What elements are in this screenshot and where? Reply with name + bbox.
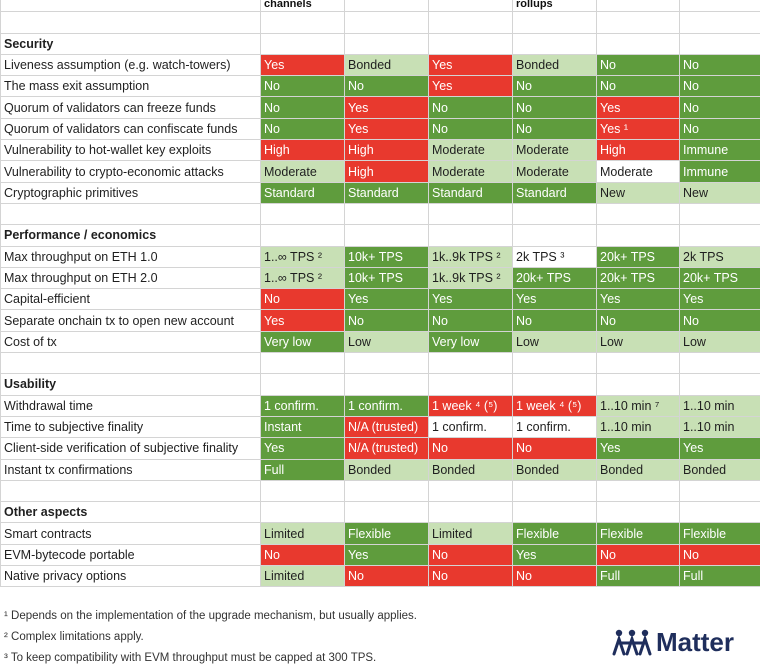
empty-cell [680, 12, 760, 33]
value-cell: 20k+ TPS [597, 246, 680, 267]
empty-cell [345, 12, 429, 33]
table-row [1, 416, 760, 437]
value-cell: No [429, 118, 513, 139]
empty-cell [597, 225, 680, 246]
table-section-row [1, 374, 760, 395]
empty-cell [597, 33, 680, 54]
row-label: Liveness assumption (e.g. watch-towers) [1, 54, 261, 75]
value-cell: 1 confirm. [261, 395, 345, 416]
table-row [1, 246, 760, 267]
value-cell: Yes [345, 289, 429, 310]
value-cell: Yes [429, 76, 513, 97]
value-cell: 1..10 min [680, 395, 760, 416]
value-cell: 1..∞ TPS ² [261, 246, 345, 267]
table-row [1, 438, 760, 459]
row-label: Time to subjective finality [1, 416, 261, 437]
section-heading: Usability [1, 374, 261, 395]
empty-cell [261, 33, 345, 54]
value-cell: No [680, 544, 760, 565]
empty-cell [1, 203, 261, 224]
value-cell: No [261, 118, 345, 139]
value-cell: Moderate [261, 161, 345, 182]
empty-cell [429, 33, 513, 54]
value-cell: 1k..9k TPS ² [429, 246, 513, 267]
value-cell: Full [261, 459, 345, 480]
table-row [1, 395, 760, 416]
empty-cell [261, 353, 345, 374]
row-label: Cryptographic primitives [1, 182, 261, 203]
value-cell: Low [345, 331, 429, 352]
value-cell: Moderate [429, 140, 513, 161]
value-cell: Bonded [680, 459, 760, 480]
empty-cell [429, 374, 513, 395]
empty-cell [429, 12, 513, 33]
empty-cell [345, 33, 429, 54]
row-label: Quorum of validators can freeze funds [1, 97, 261, 118]
value-cell: No [680, 54, 760, 75]
empty-cell [513, 33, 597, 54]
value-cell: Moderate [513, 140, 597, 161]
value-cell: Yes [513, 544, 597, 565]
value-cell: No [513, 566, 597, 587]
table-row [1, 267, 760, 288]
value-cell: No [680, 97, 760, 118]
empty-cell [597, 502, 680, 523]
value-cell: Very low [261, 331, 345, 352]
value-cell: 1k..9k TPS ² [429, 267, 513, 288]
value-cell: No [513, 97, 597, 118]
empty-cell [345, 480, 429, 501]
logo-text: Matter [656, 628, 734, 656]
value-cell: Yes [513, 289, 597, 310]
footnotes [4, 606, 417, 669]
value-cell: No [345, 310, 429, 331]
value-cell: No [429, 97, 513, 118]
comparison-table-body [1, 0, 760, 587]
row-label: Quorum of validators can confiscate funds [1, 118, 261, 139]
value-cell: Immune [680, 161, 760, 182]
value-cell: Yes [680, 438, 760, 459]
value-cell: No [513, 118, 597, 139]
value-cell: No [597, 544, 680, 565]
value-cell: High [345, 140, 429, 161]
empty-cell [513, 225, 597, 246]
value-cell: No [597, 54, 680, 75]
row-label: Native privacy options [1, 566, 261, 587]
table-row [1, 161, 760, 182]
value-cell: 1 confirm. [345, 395, 429, 416]
value-cell: Yes [597, 289, 680, 310]
value-cell: No [513, 310, 597, 331]
empty-cell [513, 480, 597, 501]
footnote: ¹ Depends on the implementation of the upgrade mechanism, but usually applies. [4, 606, 417, 627]
empty-cell [680, 374, 760, 395]
empty-cell [597, 12, 680, 33]
table-row [1, 331, 760, 352]
empty-cell [1, 12, 261, 33]
empty-cell [513, 12, 597, 33]
value-cell: Limited [261, 523, 345, 544]
empty-cell [429, 480, 513, 501]
value-cell: No [345, 566, 429, 587]
value-cell: No [680, 118, 760, 139]
table-row [1, 76, 760, 97]
value-cell: Yes [597, 438, 680, 459]
row-label: Withdrawal time [1, 395, 261, 416]
value-cell: Bonded [597, 459, 680, 480]
value-cell: Yes [345, 118, 429, 139]
value-cell: 1 confirm. [429, 416, 513, 437]
empty-cell [597, 480, 680, 501]
value-cell: No [429, 310, 513, 331]
value-cell: Yes ¹ [597, 118, 680, 139]
row-label: Vulnerability to crypto-economic attacks [1, 161, 261, 182]
section-heading: Performance / economics [1, 225, 261, 246]
value-cell: Moderate [513, 161, 597, 182]
value-cell: Bonded [345, 54, 429, 75]
empty-cell [429, 203, 513, 224]
value-cell: Full [680, 566, 760, 587]
row-label: Max throughput on ETH 2.0 [1, 267, 261, 288]
value-cell: 1 week ⁴ (⁵) [513, 395, 597, 416]
value-cell: 20k+ TPS [680, 267, 760, 288]
table-section-row [1, 225, 760, 246]
empty-cell [597, 203, 680, 224]
empty-cell [680, 353, 760, 374]
value-cell: Limited [261, 566, 345, 587]
row-label: EVM-bytecode portable [1, 544, 261, 565]
table-row [1, 289, 760, 310]
empty-cell [513, 502, 597, 523]
value-cell: Low [597, 331, 680, 352]
value-cell: 10k+ TPS [345, 246, 429, 267]
value-cell: Limited [429, 523, 513, 544]
row-label: Max throughput on ETH 1.0 [1, 246, 261, 267]
footnote: ³ To keep compatibility with EVM throughput must be capped at 300 TPS. [4, 648, 417, 669]
table-section-row [1, 502, 760, 523]
value-cell: Flexible [513, 523, 597, 544]
value-cell: No [261, 544, 345, 565]
empty-cell [1, 353, 261, 374]
table-row [1, 54, 760, 75]
empty-cell [345, 353, 429, 374]
value-cell: No [513, 438, 597, 459]
row-label: Instant tx confirmations [1, 459, 261, 480]
value-cell: Low [513, 331, 597, 352]
matter-logo [612, 628, 734, 656]
section-heading: Other aspects [1, 502, 261, 523]
value-cell: Moderate [429, 161, 513, 182]
table-row [1, 118, 760, 139]
value-cell: New [597, 182, 680, 203]
value-cell: 1..10 min [680, 416, 760, 437]
value-cell: 1..10 min [597, 416, 680, 437]
empty-cell [345, 225, 429, 246]
value-cell: Standard [345, 182, 429, 203]
value-cell: No [513, 76, 597, 97]
empty-cell [513, 353, 597, 374]
value-cell: Moderate [597, 161, 680, 182]
empty-cell [429, 353, 513, 374]
value-cell: 20k+ TPS [597, 267, 680, 288]
empty-cell [429, 502, 513, 523]
empty-cell [261, 203, 345, 224]
empty-cell [345, 203, 429, 224]
value-cell: Yes [261, 438, 345, 459]
row-label: Vulnerability to hot-wallet key exploits [1, 140, 261, 161]
value-cell: Full [597, 566, 680, 587]
empty-cell [680, 225, 760, 246]
value-cell: High [261, 140, 345, 161]
empty-cell [261, 374, 345, 395]
value-cell: No [261, 76, 345, 97]
value-cell: No [429, 566, 513, 587]
value-cell: Bonded [345, 459, 429, 480]
value-cell: 1 week ⁴ (⁵) [429, 395, 513, 416]
header-cell: channels [261, 0, 345, 12]
value-cell: No [345, 76, 429, 97]
row-label: Capital-efficient [1, 289, 261, 310]
empty-cell [345, 502, 429, 523]
empty-cell [597, 353, 680, 374]
empty-cell [680, 203, 760, 224]
value-cell: Flexible [597, 523, 680, 544]
empty-cell [513, 374, 597, 395]
empty-cell [261, 480, 345, 501]
empty-cell [680, 480, 760, 501]
table-row [1, 544, 760, 565]
header-cell [1, 0, 261, 12]
row-label: Smart contracts [1, 523, 261, 544]
empty-cell [1, 480, 261, 501]
value-cell: Yes [345, 544, 429, 565]
row-label: Separate onchain tx to open new account [1, 310, 261, 331]
row-label: The mass exit assumption [1, 76, 261, 97]
value-cell: Yes [261, 54, 345, 75]
empty-cell [429, 225, 513, 246]
table-row [1, 459, 760, 480]
value-cell: 1..10 min ⁷ [597, 395, 680, 416]
value-cell: 2k TPS [680, 246, 760, 267]
value-cell: No [429, 438, 513, 459]
value-cell: Bonded [513, 54, 597, 75]
value-cell: Flexible [345, 523, 429, 544]
table-header-row [1, 0, 760, 12]
value-cell: Standard [513, 182, 597, 203]
header-cell [429, 0, 513, 12]
table-row [1, 310, 760, 331]
table-spacer-row [1, 203, 760, 224]
table-spacer-row [1, 353, 760, 374]
table-row [1, 140, 760, 161]
header-cell [345, 0, 429, 12]
value-cell: Bonded [513, 459, 597, 480]
table-row [1, 566, 760, 587]
empty-cell [261, 225, 345, 246]
value-cell: Yes [345, 97, 429, 118]
value-cell: No [261, 97, 345, 118]
value-cell: No [680, 310, 760, 331]
value-cell: Low [680, 331, 760, 352]
empty-cell [345, 374, 429, 395]
row-label: Client-side verification of subjective finality [1, 438, 261, 459]
footnote: ² Complex limitations apply. [4, 627, 417, 648]
section-heading: Security [1, 33, 261, 54]
table-spacer-row [1, 480, 760, 501]
value-cell: Yes [429, 289, 513, 310]
value-cell: Standard [261, 182, 345, 203]
value-cell: 2k TPS ³ [513, 246, 597, 267]
value-cell: 10k+ TPS [345, 267, 429, 288]
empty-cell [680, 502, 760, 523]
value-cell: N/A (trusted) [345, 438, 429, 459]
value-cell: 1 confirm. [513, 416, 597, 437]
value-cell: Very low [429, 331, 513, 352]
header-cell [680, 0, 760, 12]
table-row [1, 97, 760, 118]
value-cell: Instant [261, 416, 345, 437]
empty-cell [680, 33, 760, 54]
table-row [1, 182, 760, 203]
value-cell: 1..∞ TPS ² [261, 267, 345, 288]
table-row [1, 523, 760, 544]
value-cell: Immune [680, 140, 760, 161]
value-cell: High [345, 161, 429, 182]
empty-cell [261, 12, 345, 33]
value-cell: High [597, 140, 680, 161]
value-cell: Yes [429, 54, 513, 75]
value-cell: Yes [597, 97, 680, 118]
value-cell: Yes [680, 289, 760, 310]
value-cell: 20k+ TPS [513, 267, 597, 288]
empty-cell [513, 203, 597, 224]
value-cell: Bonded [429, 459, 513, 480]
value-cell: N/A (trusted) [345, 416, 429, 437]
value-cell: New [680, 182, 760, 203]
header-cell [597, 0, 680, 12]
table-section-row [1, 33, 760, 54]
value-cell: Flexible [680, 523, 760, 544]
table-spacer-row [1, 12, 760, 33]
people-icon [612, 628, 652, 656]
value-cell: No [429, 544, 513, 565]
value-cell: No [597, 310, 680, 331]
value-cell: Yes [261, 310, 345, 331]
row-label: Cost of tx [1, 331, 261, 352]
value-cell: Standard [429, 182, 513, 203]
value-cell: No [261, 289, 345, 310]
empty-cell [261, 502, 345, 523]
header-cell: rollups [513, 0, 597, 12]
empty-cell [597, 374, 680, 395]
value-cell: No [680, 76, 760, 97]
value-cell: No [597, 76, 680, 97]
